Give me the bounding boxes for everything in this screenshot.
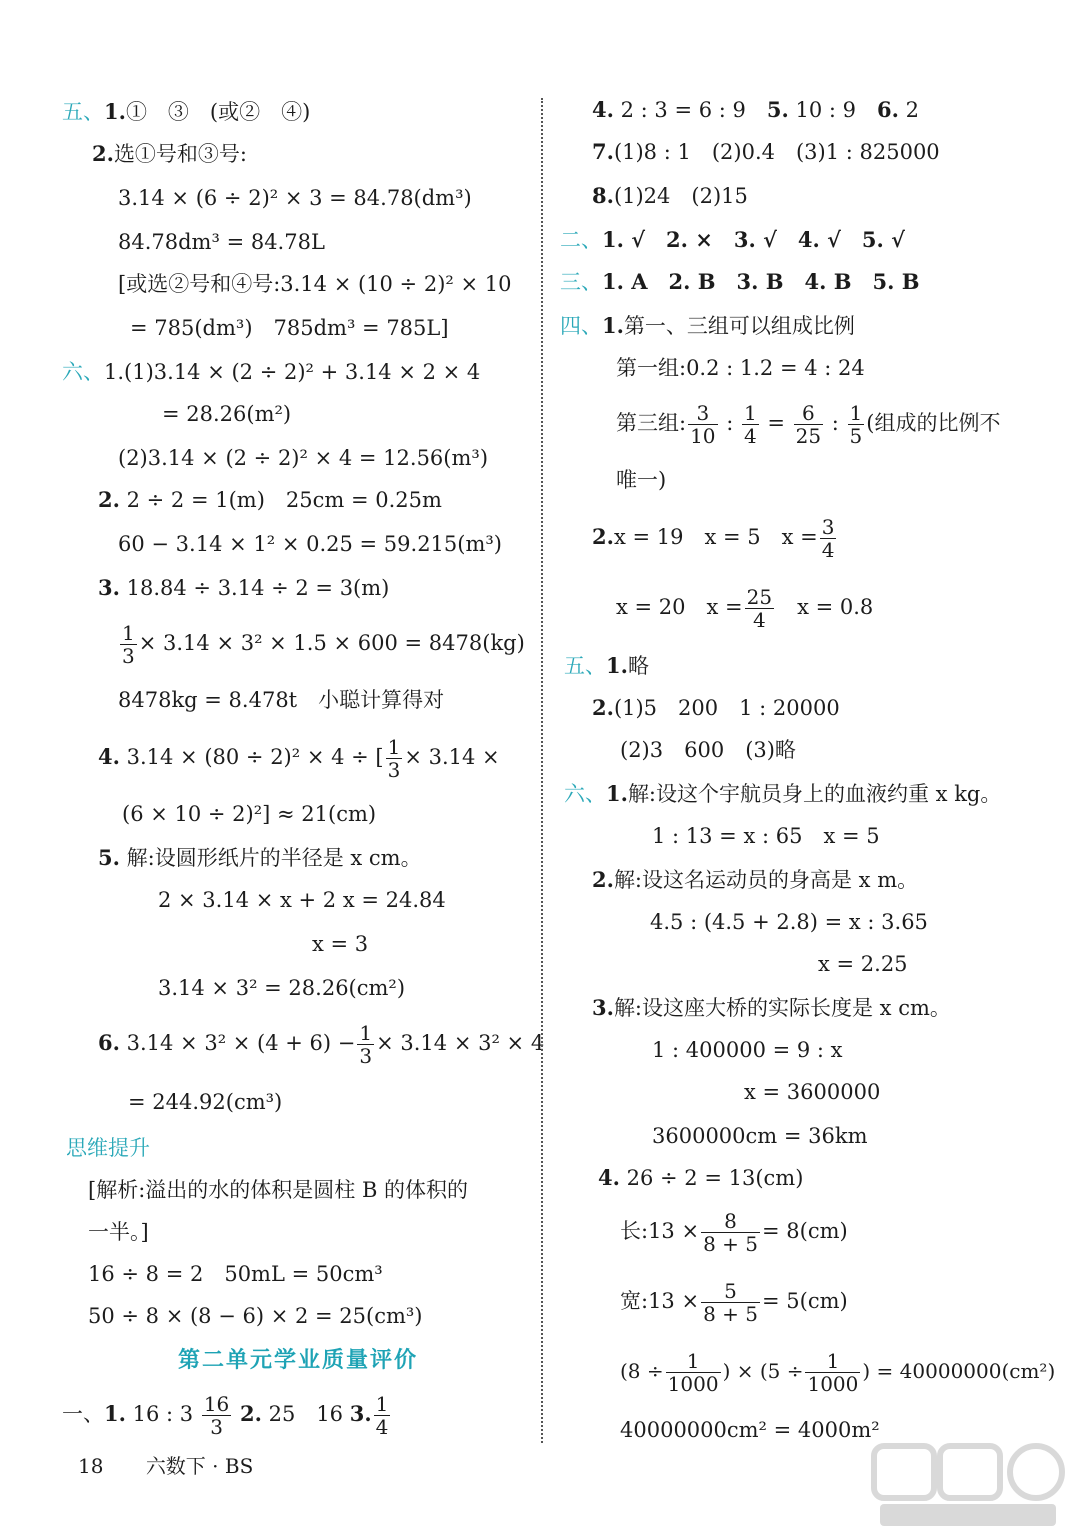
right-line-18: 4.5 : (4.5 + 2.8) = x : 3.65 bbox=[650, 910, 928, 934]
think-line-2: 一半。] bbox=[88, 1220, 149, 1244]
column-divider bbox=[541, 98, 543, 1443]
right-line-21: 1 : 400000 = 9 : x bbox=[652, 1038, 843, 1062]
think-line-4: 50 ÷ 8 × (8 − 6) × 2 = 25(cm³) bbox=[88, 1304, 423, 1328]
unit-title: 第二单元学业质量评价 bbox=[178, 1348, 419, 1373]
right-line-15: 六、1.解:设这个宇航员身上的血液约重 x kg。 bbox=[564, 781, 1002, 806]
right-line-24: 4. 26 ÷ 2 = 13(cm) bbox=[598, 1165, 804, 1190]
left-line-16: (6 × 10 ÷ 2)²] ≈ 21(cm) bbox=[122, 802, 377, 826]
fraction: $\frac{8}{8 + 5}$ bbox=[703, 1209, 758, 1256]
right-line-14: (2)3 600 (3)略 bbox=[620, 738, 796, 762]
left-line-5: [或选②号和④号:3.14 × (10 ÷ 2)² × 10 bbox=[118, 272, 512, 296]
left-line-4: 84.78dm³ = 84.78L bbox=[118, 230, 325, 254]
right-line-12: 五、1.略 bbox=[564, 653, 649, 678]
fraction: $\frac{1}{4}$ bbox=[375, 1392, 389, 1439]
think-line-1: [解析:溢出的水的体积是圆柱 B 的体积的 bbox=[88, 1178, 469, 1202]
left-line-12: 3. 18.84 ÷ 3.14 ÷ 2 = 3(m) bbox=[98, 575, 390, 600]
fraction: $\frac{1}{4}$ bbox=[743, 401, 757, 448]
right-line-3: 8.(1)24 (2)15 bbox=[592, 183, 748, 208]
fraction: $\frac{1}{5}$ bbox=[849, 401, 863, 448]
watermark-logo-icon bbox=[870, 1440, 1066, 1530]
book-label: 六数下 · BS bbox=[145, 1454, 254, 1478]
fraction: $\frac{5}{8 + 5}$ bbox=[703, 1279, 758, 1326]
right-line-26: 宽:13 × $\frac{5}{8 + 5}$ = 5(cm) bbox=[620, 1279, 848, 1326]
left-line-17: 5. 解:设圆形纸片的半径是 x cm。 bbox=[98, 845, 422, 870]
right-line-9: 唯一) bbox=[616, 468, 667, 492]
right-line-25: 长:13 × $\frac{8}{8 + 5}$ = 8(cm) bbox=[620, 1209, 848, 1256]
right-line-11: x = 20 x = $\frac{25}{4}$ x = 0.8 bbox=[616, 585, 874, 632]
right-line-8: 第三组: $\frac{3}{10}$ : $\frac{1}{4}$ = $\frac{6}{25}$ : $\frac{1}{5}$ (组成的比例不 bbox=[616, 401, 1001, 448]
fraction: $\frac{1}{1000}$ bbox=[807, 1349, 859, 1396]
right-line-4: 二、1. √ 2. × 3. √ 4. √ 5. √ bbox=[560, 227, 905, 252]
page-footer bbox=[78, 1452, 253, 1480]
right-line-27: (8 ÷ $\frac{1}{1000}$ ) × (5 ÷ $\frac{1}{1000}$ ) = 40000000(cm²) bbox=[620, 1349, 1056, 1396]
page-number: 18 bbox=[78, 1454, 104, 1478]
fraction: $\frac{1}{3}$ bbox=[122, 621, 135, 668]
left-line-19: x = 3 bbox=[312, 932, 369, 956]
right-line-2: 7.(1)8 : 1 (2)0.4 (3)1 : 825000 bbox=[592, 139, 940, 164]
fraction: $\frac{25}{4}$ bbox=[746, 585, 773, 632]
think-title: 思维提升 bbox=[66, 1136, 150, 1160]
right-line-16: 1 : 13 = x : 65 x = 5 bbox=[652, 824, 880, 848]
right-line-1: 4. 2 : 3 = 6 : 9 5. 10 : 9 6. 2 bbox=[592, 97, 920, 122]
right-line-13: 2.(1)5 200 1 : 20000 bbox=[592, 695, 840, 720]
right-line-22: x = 3600000 bbox=[744, 1080, 881, 1104]
left-line-18: 2 × 3.14 × x + 2 x = 24.84 bbox=[158, 888, 446, 912]
right-line-6: 四、1.第一、三组可以组成比例 bbox=[560, 313, 855, 338]
left-line-10: 2. 2 ÷ 2 = 1(m) 25cm = 0.25m bbox=[98, 487, 442, 512]
left-line-9: (2)3.14 × (2 ÷ 2)² × 4 = 12.56(m³) bbox=[118, 446, 489, 470]
right-line-20: 3.解:设这座大桥的实际长度是 x cm。 bbox=[592, 995, 951, 1020]
right-line-19: x = 2.25 bbox=[818, 952, 908, 976]
fraction: $\frac{1}{3}$ bbox=[387, 735, 401, 782]
unit-line-1: 一、1. 16 : 3 $\frac{16}{3}$ 2. 25 16 3. $\frac{1}{4}$ bbox=[62, 1392, 389, 1439]
left-line-21: 6. 3.14 × 3² × (4 + 6) − $\frac{1}{3}$ × 3.14 × 3² × 4 bbox=[98, 1021, 545, 1068]
right-line-17: 2.解:设这名运动员的身高是 x m。 bbox=[592, 867, 919, 892]
fraction: $\frac{3}{4}$ bbox=[821, 515, 835, 562]
left-line-13: $\frac{1}{3}$ × 3.14 × 3² × 1.5 × 600 = 8478(kg) bbox=[122, 621, 525, 668]
right-line-23: 3600000cm = 36km bbox=[652, 1124, 868, 1148]
fraction: $\frac{16}{3}$ bbox=[203, 1392, 230, 1439]
left-line-20: 3.14 × 3² = 28.26(cm²) bbox=[158, 976, 406, 1000]
right-line-7: 第一组:0.2 : 1.2 = 4 : 24 bbox=[616, 356, 865, 380]
fraction: $\frac{6}{25}$ bbox=[795, 401, 822, 448]
fraction: $\frac{3}{10}$ bbox=[690, 401, 716, 448]
fraction: $\frac{1}{1000}$ bbox=[667, 1349, 719, 1396]
left-line-8: = 28.26(m²) bbox=[162, 402, 292, 426]
think-line-3: 16 ÷ 8 = 2 50mL = 50cm³ bbox=[88, 1262, 383, 1286]
left-line-22: = 244.92(cm³) bbox=[128, 1090, 283, 1114]
left-line-2: 2.选①号和③号: bbox=[92, 141, 248, 166]
left-line-14: 8478kg = 8.478t 小聪计算得对 bbox=[118, 688, 445, 712]
fraction: $\frac{1}{3}$ bbox=[359, 1021, 373, 1068]
left-line-15: 4. 3.14 × (80 ÷ 2)² × 4 ÷ [ $\frac{1}{3}$ × 3.14 × bbox=[98, 735, 500, 782]
left-line-3: 3.14 × (6 ÷ 2)² × 3 = 84.78(dm³) bbox=[118, 186, 472, 210]
left-line-6: = 785(dm³) 785dm³ = 785L] bbox=[130, 316, 449, 340]
right-line-10: 2.x = 19 x = 5 x = $\frac{3}{4}$ bbox=[592, 515, 835, 562]
left-line-11: 60 − 3.14 × 1² × 0.25 = 59.215(m³) bbox=[118, 532, 502, 556]
right-line-28: 40000000cm² = 4000m² bbox=[620, 1418, 880, 1442]
left-line-7: 六、1.(1)3.14 × (2 ÷ 2)² + 3.14 × 2 × 4 bbox=[62, 360, 481, 384]
left-line-1: 五、1.① ③ (或② ④) bbox=[62, 99, 311, 124]
right-line-5: 三、1. A 2. B 3. B 4. B 5. B bbox=[560, 269, 920, 294]
